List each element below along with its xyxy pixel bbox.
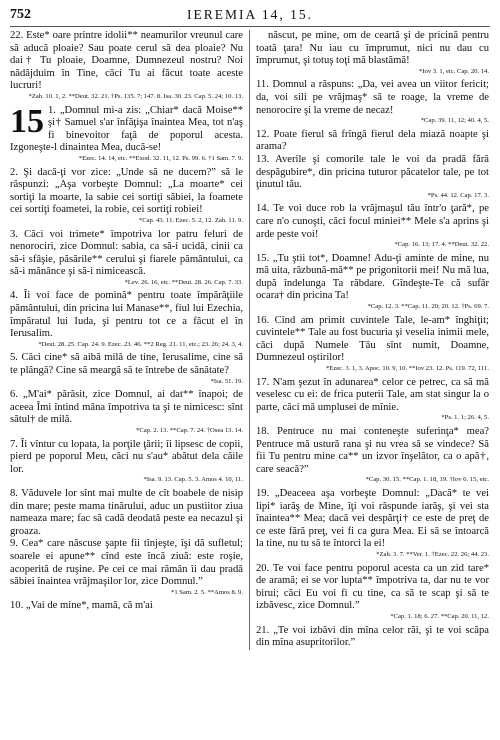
verse-text: 20. Te voi face pentru poporul acesta ca un zid tare* de aramă; ei se vor lupta** împotriva ta, dar nu te vor birui; căci Eu voi fi cu tine, ca să te scap şi să te izbăvesc, zice Domnul.” (256, 562, 489, 612)
verse-text: 16. Cînd am primit cuvintele Tale, le-am* înghiţit; cuvintele** Tale au fost bucuria şi veselia inimii mele, căci după Numele Tău sînt numit, Doamne, Dumnezeul oştirilor! (256, 314, 489, 364)
verse-text: 4. Îi voi face de pomină* pentru toate împărăţiile pământului, din pricina lui Manase**, fiul lui Ezechia, împăratul lui Iuda, şi pentru tot ce a făcut el în Ierusalim. (10, 290, 243, 340)
cross-reference: *Cap. 30. 15. **Cap. 1. 18, 19. †Iov 6. 15, etc. (365, 476, 489, 484)
verse-text: născut, pe mine, om de ceartă şi de pricină pentru toată ţara! Nu iau cu împrumut, nici nu dau cu împrumut, şi totuş toţi mă blastămă! (256, 30, 489, 67)
cross-reference: *Ps. 1. 1; 26. 4, 5. (441, 414, 489, 422)
cross-reference: *Ezec. 3. 1, 3. Apoc. 10. 9, 10. **Iov 23. 12. Ps. 119. 72, 111. (326, 365, 489, 373)
cross-reference: *Ezec. 14. 14, etc. **Exod. 32. 11, 12. Ps. 99. 6. †1 Sam. 7. 9. (78, 154, 243, 162)
verse-paragraph (256, 488, 489, 551)
verse-text: 17. N'am şezut în adunarea* celor ce petrec, ca să mă veselesc cu ei: de frica puterii Tale, am stat singur la o parte, căci mă umplusei de mînie. (256, 376, 489, 413)
verse-text: 18. Pentruce nu mai conteneşte suferinţa* mea? Pentruce mă ustură rana şi nu vrea să se vindece? Să fii Tu pentru mine ca** un izvor înşelător, ca o apă†, care seacă?” (256, 426, 489, 475)
verse-text: 8. Văduvele lor sînt mai multe de cît boabele de nisip din mare; peste mama tinărului, aduc un pustiitor ziua nameaza mare; fac să cadă deodată peste ea necazul şi groaza. (10, 487, 243, 537)
verse-text: 1. „Domnul mi-a zis: „Chiar* dacă Moise** şi† Samuel s'ar înfăţişa înaintea Mea, tot n'aş fi binevoitor faţă de poporul acesta. Izgoneşte-l dinaintea Mea, ducă-se! (10, 104, 243, 154)
cross-reference: *Cap. 39. 11, 12; 40. 4, 5. (420, 117, 489, 125)
verse-text: 19. „Deaceea aşa vorbeşte Domnul: „Dacă* te vei lipi* iarăş de Mine, îţi voi răspunde iarăş, şi vei sta înaintea** Mea; dacă vei despărţi† ce este de preţ de ce este fără preţ, vei fi ca gura Mea. Ei să se întoarcă la tine, nu tu să te întorci la ei! (256, 487, 489, 550)
verse-text: 9. Cea* care născuse şapte fii tînjeşte, îşi dă sufletul; soarele ei apune** cînd este încă ziuă: este roşie, acoperită de ruşine. Pe cei ce mai rămân îi dau pradă săbiei înaintea vrăjmaşilor lor, zice Domnul.” (10, 538, 243, 588)
cross-reference: *Iov 3. 1, etc. Cap. 20. 14. (419, 67, 489, 75)
verse-text: 2. Şi dacă-ţi vor zice: „Unde să ne ducem?” să le răspunzi: „Aşa vorbeşte Domnul: „La moarte* cei sortiţi la moarte, la sabie cei sortiţi săbiei, la foamete cei sortiţi foametei, la robie, cei sortiţi robiei! (10, 166, 243, 216)
verse-paragraph (10, 352, 243, 377)
verse-text: 22. Este* oare printre idolii** neamurilor vreunul care să aducă ploaie? Sau poate cerul să dea ploaie? Nu dai† Tu ploaie, Doamne, Dumnezeul nostru? Noi nădăjduim în Tine, căci Tu ai făcut toate aceste lucruri! (10, 30, 243, 92)
verse-text: 11. Domnul a răspuns: „Da, vei avea un viitor fericit; da, voi sili pe vrăjmaş* să te roage, la vreme de nenorocire şi la vreme de necaz! (256, 79, 489, 116)
verse-paragraph (10, 488, 243, 538)
verse-paragraph (256, 625, 489, 650)
verse-paragraph (256, 315, 489, 365)
verse-paragraph (256, 154, 489, 192)
verse-paragraph (256, 203, 489, 241)
verse-text: 14. Te voi duce rob la vrăjmaşul tău într'o ţară*, pe care n'o cunoşti, căci focul miniei** Mele s'a aprins şi arde peste voi! (256, 203, 489, 240)
page-number: 752 (10, 7, 31, 22)
verse-paragraph (10, 290, 243, 340)
cross-reference: *Cap. 1. 18; 6. 27. **Cap. 20. 11, 12. (390, 612, 489, 620)
column-divider (249, 30, 250, 650)
cross-reference: *Deut. 28. 25. Cap. 24. 9. Ezec. 23. 46. **2 Reg. 21. 11, etc.; 23. 26; 24. 3, 4. (38, 340, 243, 348)
verse-paragraph (256, 377, 489, 415)
verse-paragraph (256, 563, 489, 613)
cross-reference: *Isa. 51. 19. (210, 377, 243, 385)
cross-reference: *Cap. 12. 3. **Cap. 11. 20; 20. 12. †Ps. 69. 7. (367, 303, 489, 311)
verse-paragraph (10, 229, 243, 279)
left-column (10, 30, 243, 650)
verse-text: 7. Îi vîntur cu lopata, la porţile ţării; îi lipsesc de copii, pierd pe poporul Meu, căci nu s'au* abătut dela căile lor. (10, 438, 243, 475)
cross-reference: *Cap. 16. 13; 17. 4. **Deut. 32. 22. (394, 241, 489, 249)
cross-reference: *Zah. 10. 1, 2. **Deut. 32. 21. †Ps. 135. 7; 147. 8. Isa. 30. 23. Cap. 5. 24; 10. 13. (28, 92, 243, 100)
verse-text: 5. Căci cine* să aibă milă de tine, Ierusalime, cine să te plângă? Cine să meargă să te întrebe de sănătate? (10, 352, 243, 377)
verse-text: 3. Căci voi trimete* împotriva lor patru feluri de nenorociri, zice Domnul: sabia, ca să-i ucidă, cinii ca să-i sfâşie, păsările** cerului şi fiarele pământului, ca să-i mănânce şi să-i nimicească. (10, 228, 243, 278)
verse-paragraph (256, 426, 489, 476)
verse-paragraph (10, 389, 243, 427)
verse-paragraph (10, 102, 243, 155)
verse-paragraph (10, 439, 243, 477)
verse-paragraph (256, 30, 489, 68)
cross-reference: *Cap. 2. 13. **Cap. 7. 24. †Osea 13. 14. (136, 427, 243, 434)
cross-reference: *Ps. 44. 12. Cap. 17. 3. (427, 191, 489, 199)
verse-text: 10. „Vai de mine*, mamă, că m'ai (10, 600, 153, 612)
cross-reference: *1 Sam. 2. 5. **Amos 8. 9. (171, 588, 243, 596)
verse-paragraph (256, 79, 489, 117)
page-header (10, 6, 490, 27)
cross-reference: *Zah. 3. 7. **Ver. 1. †Ezec. 22. 26; 44. 23. (376, 550, 489, 558)
cross-reference: *Cap. 43. 11. Ezec. 5. 2, 12. Zah. 11. 9. (138, 216, 243, 224)
verse-paragraph (10, 538, 243, 588)
verse-text: 6. „M'ai* părăsit, zice Domnul, ai dat** înapoi; de aceea Îmi întind mâna împotriva ta şi te nimicesc: sînt sătul† de milă. (10, 389, 243, 426)
cross-reference: *Lev. 26. 16, etc. **Deut. 28. 26. Cap. 7. 33. (124, 278, 243, 286)
verse-text: 13. Averile şi comorile tale le voi da pradă fără despăgubire*, din pricina tuturor păcatelor tale, pe tot ţinutul tău. (256, 153, 489, 191)
running-head: IEREMIA 14, 15. (187, 7, 313, 22)
cross-reference: *Isa. 9. 13. Cap. 5. 3. Amos 4. 10, 11. (143, 476, 243, 484)
verse-text: 12. Poate fierul să frîngă fierul dela miază noapte şi arama? (256, 128, 489, 153)
verse-paragraph (10, 30, 243, 93)
verse-paragraph (256, 129, 489, 154)
verse-paragraph (10, 167, 243, 217)
chapter-number: 15 (10, 102, 44, 140)
right-column (256, 30, 489, 650)
verse-text: 15. „Tu ştii tot*, Doamne! Adu-ţi aminte de mine, nu mă uita, răzbună-mă** pe prigonitorii mei! Nu mă lua, după îndelunga Ta răbdare. Gîndeşte-Te că sufăr ocara† din pricina Ta! (256, 252, 489, 302)
verse-paragraph (256, 253, 489, 303)
verse-text: 21. „Te voi izbăvi din mîna celor răi, şi te voi scăpa din mîna asupritorilor.” (256, 624, 489, 649)
verse-paragraph (10, 600, 243, 613)
